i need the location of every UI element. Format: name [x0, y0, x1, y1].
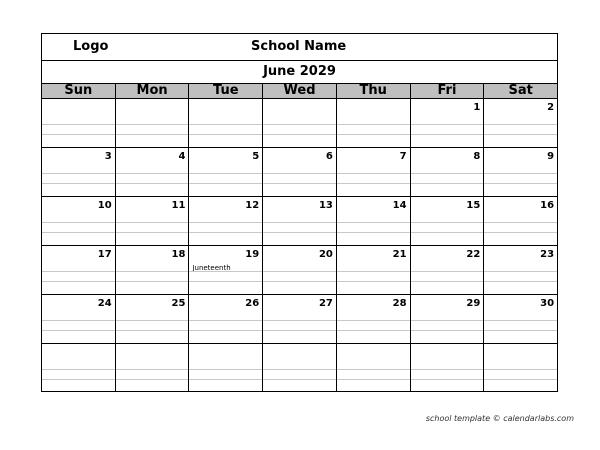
day-number: 28 [392, 298, 407, 309]
day-number: 2 [547, 102, 555, 113]
note-line [189, 183, 262, 184]
note-line [116, 281, 189, 282]
day-number: 14 [392, 200, 407, 211]
note-line [411, 134, 484, 135]
day-cell[interactable] [337, 295, 411, 343]
day-number: 10 [97, 200, 112, 211]
day-cell[interactable] [42, 197, 116, 245]
note-line [411, 379, 484, 380]
note-line [263, 232, 336, 233]
day-number: 4 [178, 151, 186, 162]
day-number: 23 [540, 249, 555, 260]
note-line [411, 124, 484, 125]
note-line [337, 369, 410, 370]
day-cell[interactable] [484, 344, 557, 391]
week-row [42, 99, 557, 148]
event-label: Juneteenth [192, 264, 231, 272]
day-cell[interactable] [189, 295, 263, 343]
day-cell[interactable] [263, 197, 337, 245]
note-line [337, 183, 410, 184]
note-line [484, 379, 557, 380]
day-number: 6 [325, 151, 333, 162]
day-cell[interactable] [411, 148, 485, 196]
note-line [189, 232, 262, 233]
note-line [189, 330, 262, 331]
note-line [42, 222, 115, 223]
week-row [42, 246, 557, 295]
week-row [42, 344, 557, 391]
weekday-mon: Mon [116, 84, 190, 98]
day-cell[interactable] [116, 99, 190, 147]
note-line [337, 320, 410, 321]
weekday-sun: Sun [42, 84, 116, 98]
note-line [411, 183, 484, 184]
note-line [411, 173, 484, 174]
day-cell[interactable] [189, 246, 263, 294]
note-line [263, 379, 336, 380]
day-cell[interactable] [337, 344, 411, 391]
note-line [484, 232, 557, 233]
note-line [484, 222, 557, 223]
day-number: 1 [473, 102, 481, 113]
weekday-sat: Sat [508, 83, 533, 98]
note-line [411, 222, 484, 223]
note-line [337, 379, 410, 380]
note-line [189, 281, 262, 282]
day-cell[interactable] [411, 295, 485, 343]
logo-placeholder: Logo [73, 39, 109, 54]
day-cell[interactable] [484, 197, 557, 245]
day-cell[interactable] [42, 344, 116, 391]
note-line [337, 271, 410, 272]
note-line [263, 183, 336, 184]
day-cell[interactable] [484, 246, 557, 294]
weekday-fri: Fri [411, 84, 485, 98]
day-cell[interactable] [337, 197, 411, 245]
note-line [263, 281, 336, 282]
note-line [116, 124, 189, 125]
note-line [116, 271, 189, 272]
note-line [116, 134, 189, 135]
calendar-grid [42, 99, 557, 391]
day-cell[interactable] [263, 148, 337, 196]
note-line [411, 281, 484, 282]
note-line [189, 369, 262, 370]
note-line [263, 330, 336, 331]
day-cell[interactable] [411, 99, 485, 147]
day-number: 19 [245, 249, 260, 260]
day-cell[interactable] [411, 344, 485, 391]
day-number: 22 [466, 249, 481, 260]
note-line [411, 330, 484, 331]
note-line [42, 124, 115, 125]
day-cell[interactable] [42, 148, 116, 196]
day-cell[interactable] [337, 148, 411, 196]
note-line [337, 281, 410, 282]
note-line [116, 330, 189, 331]
day-number: 27 [318, 298, 333, 309]
day-number: 16 [540, 200, 555, 211]
day-cell[interactable] [263, 99, 337, 147]
note-line [337, 124, 410, 125]
note-line [116, 183, 189, 184]
day-number: 5 [252, 151, 260, 162]
note-line [263, 134, 336, 135]
note-line [42, 320, 115, 321]
day-number: 24 [97, 298, 112, 309]
note-line [484, 124, 557, 125]
note-line [42, 330, 115, 331]
day-number: 11 [171, 200, 186, 211]
week-row [42, 197, 557, 246]
note-line [263, 271, 336, 272]
day-cell[interactable] [189, 99, 263, 147]
month-title: June 2029 [42, 61, 557, 84]
note-line [116, 379, 189, 380]
note-line [116, 173, 189, 174]
day-number: 26 [245, 298, 260, 309]
weekday-thu: Thu [337, 84, 411, 98]
day-cell[interactable] [337, 246, 411, 294]
note-line [411, 369, 484, 370]
note-line [42, 281, 115, 282]
note-line [337, 134, 410, 135]
day-cell[interactable] [42, 246, 116, 294]
day-number: 13 [318, 200, 333, 211]
day-number: 7 [399, 151, 407, 162]
weekday-header [42, 84, 557, 99]
note-line [42, 369, 115, 370]
day-cell[interactable] [42, 99, 116, 147]
day-number: 3 [104, 151, 112, 162]
note-line [189, 173, 262, 174]
day-cell[interactable] [337, 99, 411, 147]
day-cell[interactable] [116, 197, 190, 245]
day-number: 9 [547, 151, 555, 162]
day-number: 21 [392, 249, 407, 260]
school-name: School Name [251, 39, 347, 54]
day-cell[interactable] [189, 148, 263, 196]
day-cell[interactable] [263, 344, 337, 391]
note-line [263, 173, 336, 174]
calendar [41, 33, 558, 392]
note-line [263, 369, 336, 370]
note-line [42, 173, 115, 174]
note-line [189, 320, 262, 321]
note-line [116, 369, 189, 370]
day-cell[interactable] [484, 295, 557, 343]
day-number: 8 [473, 151, 481, 162]
note-line [42, 271, 115, 272]
day-cell[interactable] [116, 344, 190, 391]
day-number: 15 [466, 200, 481, 211]
calendar-header [42, 34, 557, 61]
day-cell[interactable] [263, 246, 337, 294]
note-line [337, 173, 410, 174]
note-line [189, 134, 262, 135]
note-line [484, 134, 557, 135]
note-line [263, 222, 336, 223]
footer-credit: school template © calendarlabs.com [425, 414, 574, 423]
day-number: 18 [171, 249, 186, 260]
note-line [411, 232, 484, 233]
day-cell[interactable] [411, 197, 485, 245]
note-line [484, 330, 557, 331]
day-cell[interactable] [484, 99, 557, 147]
day-cell[interactable] [42, 295, 116, 343]
note-line [189, 124, 262, 125]
day-cell[interactable] [484, 148, 557, 196]
day-cell[interactable] [116, 295, 190, 343]
note-line [484, 320, 557, 321]
note-line [484, 369, 557, 370]
week-row [42, 148, 557, 197]
weekday-tue: Tue [189, 84, 263, 98]
note-line [42, 183, 115, 184]
note-line [116, 232, 189, 233]
note-line [116, 320, 189, 321]
note-line [337, 222, 410, 223]
day-cell[interactable] [189, 344, 263, 391]
note-line [484, 271, 557, 272]
note-line [411, 271, 484, 272]
note-line [484, 183, 557, 184]
note-line [116, 222, 189, 223]
day-cell[interactable] [116, 148, 190, 196]
week-row [42, 295, 557, 344]
day-cell[interactable] [411, 246, 485, 294]
note-line [189, 222, 262, 223]
note-line [263, 124, 336, 125]
note-line [337, 232, 410, 233]
day-number: 17 [97, 249, 112, 260]
day-number: 29 [466, 298, 481, 309]
note-line [411, 320, 484, 321]
day-number: 30 [540, 298, 555, 309]
day-cell[interactable] [263, 295, 337, 343]
note-line [484, 281, 557, 282]
note-line [42, 232, 115, 233]
note-line [484, 173, 557, 174]
day-number: 25 [171, 298, 186, 309]
weekday-wed: Wed [263, 84, 337, 98]
note-line [42, 379, 115, 380]
day-cell[interactable] [116, 246, 190, 294]
note-line [263, 320, 336, 321]
day-number: 20 [318, 249, 333, 260]
note-line [189, 379, 262, 380]
note-line [42, 134, 115, 135]
note-line [189, 271, 262, 272]
note-line [337, 330, 410, 331]
day-number: 12 [245, 200, 260, 211]
day-cell[interactable] [189, 197, 263, 245]
